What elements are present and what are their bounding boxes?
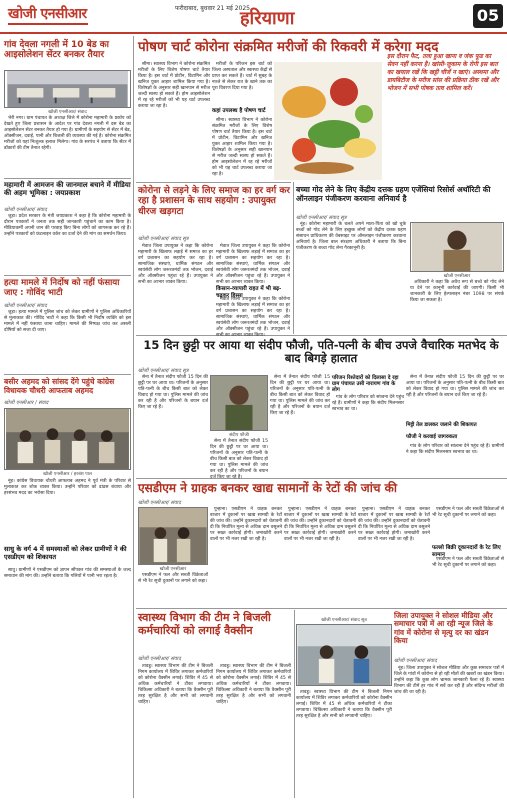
market-inspection-image xyxy=(139,508,207,564)
vaccination-photo xyxy=(296,624,392,686)
main-story-body xyxy=(212,118,272,180)
story-body xyxy=(394,666,504,796)
story-body xyxy=(4,116,131,176)
main-headline: पोषण चार्ट कोरोना संक्रमित मरीजों की रिकवरी में करेगा मदद xyxy=(138,39,439,55)
story-headline: गांव देवला नगली में 10 बेड का आइसोलेशन सेंटर बनकर तैयार xyxy=(4,40,110,61)
story-body xyxy=(216,664,291,796)
story-subhead: मिट्टी तेल डालकर जलाने की शिकायत xyxy=(406,422,477,428)
story-byline: खोजी एनसीआर/ संवाद xyxy=(4,207,47,213)
column-divider xyxy=(294,610,295,798)
story-body xyxy=(432,557,504,606)
page-number: 05 xyxy=(473,4,503,28)
section-divider xyxy=(136,608,507,609)
story-body xyxy=(332,395,404,476)
story-paragraph: जुड़ा। हत्या मामले में पुलिस जांच को लेकर ग्रामीणों ने पुलिस अधिकारियों से मुलाकात की। गोविंद भाटी ने कहा कि किसी भी निर्दोष व्यक्ति को इस मामले में नहीं फंसाया जाना चाहिए। मामले की निष्पक्ष जांच कर असली दोषियों को सजा दी जाए। xyxy=(4,310,131,333)
story-paragraph: सेना में तैनात संदीप फौजी 15 दिन की छुट्टी पर घर आया था। परिजनों के अनुसार पति-पत्नी के बीच किसी बात को लेकर विवाद हो गया था। पुलिस मामले की जांच कर रही है और परिजनों के बयान दर्ज किए जा रहे हैं। xyxy=(270,375,330,416)
story-paragraph: सेना में तैनात संदीप फौजी 15 दिन की छुट्टी पर घर आया था। परिजनों के अनुसार पति-पत्नी के बीच किसी बात को लेकर विवाद हो गया था। पुलिस मामले की जांच कर रही है और परिजनों के बयान दर्ज किए जा रहे हैं। xyxy=(210,439,268,480)
nutrition-food-photo xyxy=(274,62,382,180)
story-paragraph: एसडीएम ने फल और सब्जी विक्रेताओं से भी रेट सूची दुकानों पर लगाने को कहा। xyxy=(138,573,208,584)
story-paragraph: सीमा। स्वास्थ्य विभाग ने कोरोना संक्रमित मरीजों के लिए विशेष पोषण चार्ट तैयार किया है। इस चार्ट में प्रोटीन, विटामिन और खनिज युक्त आहार शामिल किया गया है। विशेषज्ञों के अनुसार सही खानपान से मरीज जल्दी स्वस्थ हो सकते हैं। होम आइसोलेशन में रह रहे मरीजों को भी यह चार्ट उपलब्ध कराया जा रहा है। xyxy=(212,118,272,177)
story-paragraph: अधिकारी ने कहा कि अवैध रूप से बच्चे को गोद लेने या देने पर कानूनी कार्रवाई की जाएगी। किसी भी जानकारी के लिए हेल्पलाइन नंबर 1098 पर संपर्क किया जा सकता है। xyxy=(410,280,504,303)
story-paragraph: पुन्हाना। एसडीएम ने ग्राहक बनकर बाजार में दुकानों पर खाद्य सामग्री के रेटों की जांच की। उन्होंने दुकानदारों को चेतावनी दी कि निर्धारित मूल्य से अधिक दाम वसूलने पर सख्त कार्रवाई होगी। जमाखोरी करने वालों पर भी नजर रखी जा रही है। xyxy=(284,507,356,542)
photo-caption: संदीप फौजी xyxy=(229,433,249,438)
officer-image xyxy=(411,223,503,271)
photo-caption: खोजी एनसीआर xyxy=(443,274,471,279)
story-paragraph: सीमा। स्वास्थ्य विभाग ने कोरोना संक्रमित मरीजों के लिए विशेष पोषण चार्ट तैयार किया है। इस चार्ट में प्रोटीन, विटामिन और खनिज युक्त आहार शामिल किया गया है। विशेषज्ञों के अनुसार सही खानपान से मरीज जल्दी स्वस्थ हो सकते हैं। होम आइसोलेशन में रह रहे मरीजों को भी यह चार्ट उपलब्ध कराया जा रहा है। xyxy=(138,62,210,109)
story-paragraph: गांव के लोग परिवार को सांत्वना देने पहुंच रहे हैं। ग्रामीणों ने कहा कि संदीप मिलनसार स्वभाव का था। xyxy=(406,444,504,455)
main-quote-box xyxy=(384,50,504,180)
section-divider xyxy=(136,478,507,479)
story-body xyxy=(432,507,504,543)
story-byline: खोजी एनसीआर/ संवाद xyxy=(138,656,181,662)
story-subhead: साधु के वर्ग 4 में समस्याओं को लेकर ग्रामीणों ने की एसडीएम को शिकायत xyxy=(4,545,127,561)
photo-caption: खोजी एनसीआर/ संवाद xyxy=(48,110,87,115)
story-body xyxy=(4,568,131,796)
main-subhead: कहां उपलब्ध है पोषण चार्ट xyxy=(212,108,266,114)
isolation-center-photo xyxy=(4,70,131,108)
story-body xyxy=(406,444,504,476)
story-body xyxy=(138,664,213,796)
photo-caption: खोजी एनसीआर / हरबंश पाल xyxy=(43,472,92,477)
story-paragraph: मेवात जिला उपायुक्त ने कहा कि कोरोना महामारी के खिलाफ लड़ाई में समाज का हर वर्ग प्रशासन का सहयोग कर रहा है। सामाजिक संस्थाएं, धार्मिक संगठन और स्वयंसेवी लोग जरूरतमंदों तक भोजन, दवाई और ऑक्सीजन पहुंचा रहे हैं। उपायुक्त ने सभी का आभार व्यक्त किया। xyxy=(216,297,290,338)
story-paragraph: भेरी नगर। ग्राम पंचायत के अध्यक्ष जिले में कोरोना महामारी के प्रकोप को देखते हुए जिला प्रशासन के आदेश पर गांव देवला नगली में दस बेड का आइसोलेशन सेंटर बनकर तैयार हो गया है। ग्रामीणों के सहयोग से सेंटर में बेड, ऑक्सीजन, दवाई, पानी और बिजली की व्यवस्था की गई है। कोरोना संक्रमित मरीजों को यहां निःशुल्क इलाज मिलेगा। गांव के सरपंच ने बताया कि सेंटर में डॉक्टरों की टीम तैनात रहेगी। xyxy=(4,116,131,151)
story-body xyxy=(138,375,208,476)
upayukt-headline: जिला उपायुक्त ने सोशल मीडिया और समाचार पत्रों में आ रही न्यूज जिले के गांव में कोरोना से मृत्यु दर का खंडन किया xyxy=(394,611,493,646)
story-byline: खोजी एनसीआर / संवाद xyxy=(4,400,49,406)
story-body xyxy=(216,244,290,284)
main-story-body xyxy=(212,62,272,106)
story-subhead: परिजन रिश्तेदारों को दिलासा दे रहा ग्राम पंचायत उसी नारायण गांव के लोग xyxy=(332,375,399,394)
masthead xyxy=(0,0,507,34)
section-divider xyxy=(136,335,507,336)
story-paragraph: साधु। ग्रामीणों ने एसडीएम को ज्ञापन सौंपकर गांव की समस्याओं के जल्द समाधान की मांग की। उन्होंने बताया कि गलियों में पानी भरा रहता है। xyxy=(4,568,131,579)
vaccination-image xyxy=(297,625,391,685)
meeting-photo xyxy=(4,408,131,470)
story-body xyxy=(296,222,406,333)
sdm-headline: एसडीएम ने ग्राहक बनकर खाद्य सामानों के रेटों की जांच की xyxy=(138,481,397,495)
story-byline: खोजी एनसीआर/ संवाद सूत्र xyxy=(138,236,189,242)
story-body xyxy=(216,297,290,338)
story-paragraph: नूंह। कांग्रेस विधायक चौधरी आफताब अहमद ने पूर्व मंत्री के परिवार से मुलाकात कर शोक व्यक्त किया। उन्होंने परिवार को ढांढस बंधाया और हरसंभव मदद का भरोसा दिया। xyxy=(4,479,131,496)
story-subhead: फल्लो बिक्री दूकानदारों के रेट लिए सामान xyxy=(432,545,501,558)
story-body xyxy=(406,375,504,421)
story-divider xyxy=(4,275,131,276)
story-headline: बसीर अहमद को सांसद देंगे पहुंचे कांग्रेस विधायक चौधरी आफताब अहमद xyxy=(4,377,115,395)
story-body xyxy=(4,479,131,543)
story-body xyxy=(138,244,213,333)
market-inspection-photo xyxy=(138,507,208,565)
story-headline: हत्या मामले में निर्दोष को नहीं फंसाया जाए : गोविंद भाटी xyxy=(4,278,120,298)
story-divider xyxy=(4,374,131,375)
story-body xyxy=(270,375,330,476)
story-headline: कोरोना से लड़ने के लिए समाज का हर वर्ग कर रहा है प्रशासन के साथ सहयोग : उपायुक्त धीरज खड़गटा xyxy=(138,186,290,217)
story-divider xyxy=(4,178,131,179)
story-body xyxy=(358,507,430,606)
main-quote-text: इस दौरान फैट, तला हुआ खाना व जंक फूड का सेवन नहीं करना है। खांसी-जुकाम के रोगी इस बात का खयाल रखें कि खट्टी चीजें न खाएं। अस्थमा और डायबिटीज के मरीज सांस की प्रक्रिया ठीक रखें और भोजन में सभी पोषक तत्व शामिल करें। xyxy=(387,53,499,93)
story-paragraph: पुन्हाना। एसडीएम ने ग्राहक बनकर बाजार में दुकानों पर खाद्य सामग्री के रेटों की जांच की। उन्होंने दुकानदारों को चेतावनी दी कि निर्धारित मूल्य से अधिक दाम वसूलने पर सख्त कार्रवाई होगी। जमाखोरी करने वालों पर भी नजर रखी जा रही है। xyxy=(358,507,430,542)
story-paragraph: एसडीएम ने फल और सब्जी विक्रेताओं से भी रेट सूची दुकानों पर लगाने को कहा। xyxy=(432,557,504,568)
story-byline: खोजी एनसीआर/ संवाद xyxy=(394,658,437,664)
nutrition-food-image xyxy=(274,62,382,180)
story-paragraph: तावडू। स्वास्थ्य विभाग की टीम ने बिजली निगम कार्यालय में शिविर लगाकर कर्मचारियों को कोरोना वैक्सीन लगाई। शिविर में 45 से अधिक कर्मचारियों ने टीका लगवाया। चिकित्सा अधिकारी ने बताया कि वैक्सीन पूरी तरह सुरक्षित है और सभी को लगवानी चाहिए। xyxy=(138,664,213,705)
story-headline: बच्चा गोद लेने के लिए केंद्रीय दत्तक ग्रहण एजेंसियां रिसोर्स अथॉरिटी की ऑनलाइन पंजीकरण करवाना अनिवार्य है xyxy=(296,185,491,203)
story-body xyxy=(284,507,356,606)
story-body xyxy=(4,214,131,272)
story-paragraph: मेवात जिला उपायुक्त ने कहा कि कोरोना महामारी के खिलाफ लड़ाई में समाज का हर वर्ग प्रशासन का सहयोग कर रहा है। सामाजिक संस्थाएं, धार्मिक संगठन और स्वयंसेवी लोग जरूरतमंदों तक भोजन, दवाई और ऑक्सीजन पहुंचा रहे हैं। उपायुक्त ने सभी का आभार व्यक्त किया। xyxy=(138,244,213,285)
story-paragraph: मेवात जिला उपायुक्त ने कहा कि कोरोना महामारी के खिलाफ लड़ाई में समाज का हर वर्ग प्रशासन का सहयोग कर रहा है। सामाजिक संस्थाएं, धार्मिक संगठन और स्वयंसेवी लोग जरूरतमंदों तक भोजन, दवाई और ऑक्सीजन पहुंचा रहे हैं। उपायुक्त ने सभी का आभार व्यक्त किया। xyxy=(216,244,290,285)
soldier-photo xyxy=(210,375,268,431)
photo-caption: खोजी एनसीआर/ संवाद सूत्र xyxy=(321,618,367,623)
story-body xyxy=(4,310,131,370)
column-divider xyxy=(293,182,294,334)
fauji-headline: 15 दिन छुट्टी पर आया था संदीप फौजी, पति-पत्नी के बीच उपजे वैचारिक मतभेद के बाद बिगड़े हालात xyxy=(143,338,499,366)
story-byline: खोजी एनसीआर/ संवाद सूत्र xyxy=(296,215,347,221)
soldier-image xyxy=(211,376,267,430)
vaccine-headline: स्वास्थ्य विभाग की टीम ने बिजली कर्मचारियों को लगाई वैक्सीन xyxy=(138,611,271,637)
section-title: हरियाणा xyxy=(240,8,295,29)
story-paragraph: तावडू। स्वास्थ्य विभाग की टीम ने बिजली निगम कार्यालय में शिविर लगाकर कर्मचारियों को कोरोना वैक्सीन लगाई। शिविर में 45 से अधिक कर्मचारियों ने टीका लगवाया। चिकित्सा अधिकारी ने बताया कि वैक्सीन पूरी तरह सुरक्षित है और सभी को लगवानी चाहिए। xyxy=(296,690,392,719)
newspaper-logo: खोजी एनसीआर xyxy=(8,6,87,22)
story-paragraph: एसडीएम ने फल और सब्जी विक्रेताओं से भी रेट सूची दुकानों पर लगाने को कहा। xyxy=(432,507,504,518)
story-subhead: किसान-व्यापारी राहत में भी बढ़-चढ़कर हिस्सा xyxy=(216,286,282,299)
story-byline: खोजी एनसीआर/ संवाद xyxy=(138,500,181,506)
main-story-body xyxy=(138,62,210,180)
story-paragraph: नूंह। जिला उपायुक्त ने सोशल मीडिया और कुछ समाचार पत्रों में जिले के गांवों में कोरोना से हो रही मौतों की खबरों का खंडन किया। उन्होंने कहा कि कुछ लोग भ्रामक जानकारी फैला रहे हैं। स्वास्थ्य विभाग की टीमें हर गांव में सर्वे कर रही हैं और संदिग्ध मरीजों की जांच की जा रही है। xyxy=(394,666,504,695)
photo-caption: खोजी एनसीआर xyxy=(159,567,187,572)
story-paragraph: सेना में तैनात संदीप फौजी 15 दिन की छुट्टी पर घर आया था। परिजनों के अनुसार पति-पत्नी के बीच किसी बात को लेकर विवाद हो गया था। पुलिस मामले की जांच कर रही है और परिजनों के बयान दर्ज किए जा रहे हैं। xyxy=(406,375,504,398)
meeting-image xyxy=(5,409,130,469)
story-body xyxy=(210,507,282,606)
story-divider xyxy=(136,182,291,183)
column-divider xyxy=(133,36,134,798)
story-body xyxy=(296,690,392,796)
story-body xyxy=(138,573,208,606)
isolation-center-image xyxy=(5,71,130,107)
story-byline: खोजी एनसीआर/ संवाद सूत्र xyxy=(138,368,189,374)
story-paragraph: सेना में तैनात संदीप फौजी 15 दिन की छुट्टी पर घर आया था। परिजनों के अनुसार पति-पत्नी के बीच किसी बात को लेकर विवाद हो गया था। पुलिस मामले की जांच कर रही है और परिजनों के बयान दर्ज किए जा रहे हैं। xyxy=(138,375,208,410)
story-paragraph: मरीजों के परिजन इस चार्ट को जिला अस्पताल और स्वास्थ्य केंद्रों से प्राप्त कर सकते हैं। चार्ट में सुबह के नाश्ते से लेकर रात के खाने तक का पूरा विवरण दिया गया है। xyxy=(212,62,272,91)
edition-date: फरीदाबाद, बुधवार 21 मई 2025 xyxy=(175,5,250,12)
officer-photo xyxy=(410,222,504,272)
story-paragraph: गांव के लोग परिवार को सांत्वना देने पहुंच रहे हैं। ग्रामीणों ने कहा कि संदीप मिलनसार स्वभाव का था। xyxy=(332,395,404,412)
story-byline: खोजी एनसीआर/ संवाद xyxy=(4,303,47,309)
story-paragraph: पुन्हाना। एसडीएम ने ग्राहक बनकर बाजार में दुकानों पर खाद्य सामग्री के रेटों की जांच की। उन्होंने दुकानदारों को चेतावनी दी कि निर्धारित मूल्य से अधिक दाम वसूलने पर सख्त कार्रवाई होगी। जमाखोरी करने वालों पर भी नजर रखी जा रही है। xyxy=(210,507,282,542)
story-body xyxy=(210,439,268,480)
story-paragraph: जुड़ा। प्रदेश सरकार के मंत्री जयप्रकाश ने कहा है कि कोरोना महामारी के दौरान पत्रकारों ने जनता तक सही जानकारी पहुंचाने का काम किया है। मीडियाकर्मी अपनी जान की परवाह किए बिना लोगों को जागरूक कर रहे हैं। उन्होंने पत्रकारों को फ्रंटलाइन वर्कर का दर्जा देने की मांग का समर्थन किया। xyxy=(4,214,131,237)
story-paragraph: तावडू। स्वास्थ्य विभाग की टीम ने बिजली निगम कार्यालय में शिविर लगाकर कर्मचारियों को कोरोना वैक्सीन लगाई। शिविर में 45 से अधिक कर्मचारियों ने टीका लगवाया। चिकित्सा अधिकारी ने बताया कि वैक्सीन पूरी तरह सुरक्षित है और सभी को लगवानी चाहिए। xyxy=(216,664,291,705)
story-subhead: फौजी ने करवाई जागरुकता xyxy=(406,434,458,440)
story-body xyxy=(410,280,504,333)
story-paragraph: नूंह। कोरोना महामारी के चलते अपने माता-पिता को खो चुके बच्चों को गोद लेने के लिए इच्छुक लोगों को केंद्रीय दत्तक ग्रहण संसाधन प्राधिकरण की वेबसाइट पर ऑनलाइन पंजीकरण करवाना अनिवार्य है। जिला बाल संरक्षण अधिकारी ने बताया कि बिना पंजीकरण के बच्चा गोद लेना गैरकानूनी है। xyxy=(296,222,406,251)
story-subhead: महामारी में आमजन की जानमाल बचाने में मीडिया की अहम भूमिका : जयप्रकाश xyxy=(4,181,131,198)
